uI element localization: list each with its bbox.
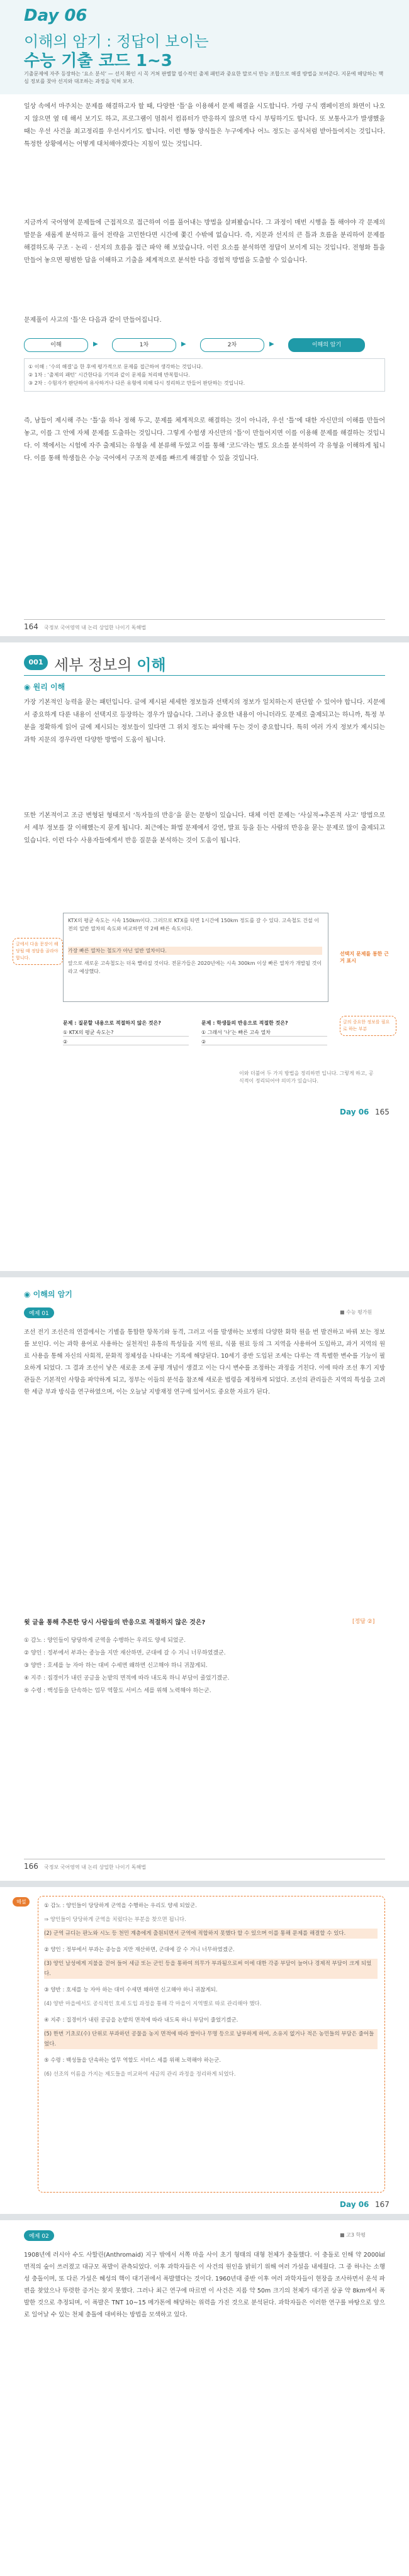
solution-line: ① 감노 : 양인들이 당당하게 군역을 수행하는 우리도 양세 되었군. [44, 1903, 197, 1909]
solution-line: (6) 선조의 이름을 가지는 제도들을 비교하여 세금의 관리 과정을 정리하게 되었다. [44, 2071, 236, 2078]
section-divider [24, 675, 385, 676]
paragraph: 또한 기본적이고 조금 변형된 형태로서 ‘독자들의 반응’을 묻는 문항이 있습니다. 대체 이런 문제는 ‘사실적→추론적 사고’ 방법으로서 세부 정보를 잘 이해했는지 묻게 됩니다. 최근에는 화법 문제에서 강연, 발표 등을 듣는 사람의 반응을 묻는 문제로 많이 출제되고 있습니다. 이런 다수 사용자들에게서 반응 질문을 분석하는 것이 도움이 됩니다. [24, 812, 385, 844]
solution-line: ② 양인 : 정부에서 부과는 종능을 지만 재산하면, 군대에 갈 수 거니 너무하였겠군. [44, 1947, 235, 1953]
flow-step: 2차 [200, 338, 264, 352]
question-option: ① KTX의 평균 속도는? [63, 1029, 189, 1037]
option-item: ④ 지주 : 집경이가 내린 공금을 논밭의 면적에 따라 내도록 하니 부담이 줄었기겠군. [24, 1675, 230, 1682]
target-icon: ◉ [24, 1290, 31, 1299]
paragraph: 문제풀이 사고의 ‘틀’은 다음과 같이 만들어집니다. [24, 317, 162, 324]
sub-heading-text: 이해의 암기 [33, 1290, 72, 1299]
question-option: ① 그래서 ‘나’는 빠른 고속 열차 [201, 1029, 327, 1037]
page-number: 167 [375, 2200, 389, 2209]
question-block [63, 1020, 189, 1045]
solution-line-highlight: (5) 한번 기초로(수) 단위로 부과하던 공물을 농지 면적에 따라 쌀이나 무명 등으로 납부하게 하여, 소유지 없거나 적은 농민들의 부담은 줄어들었다. [44, 2029, 378, 2049]
page-164 [0, 0, 409, 636]
option-item: ② 양인 : 정부에서 부과는 종능을 지만 재산하면, 군대에 갈 수 거니 너무하였겠군. [24, 1650, 226, 1656]
page-165 [0, 642, 409, 1271]
note-line: ① 이해 : ‘수의 해결’을 한 후에 평가적으로 문제를 접근하여 생각하는 것입니다. [28, 364, 203, 370]
day-label: Day 06 [24, 6, 87, 25]
question-label: 문제 : 학생들의 반응으로 적절한 것은? [201, 1020, 288, 1026]
page-title-line1: 이해의 암기 : 정답이 보이는 [24, 33, 209, 50]
answer-mark: [정답 ②] [352, 1619, 375, 1625]
page-number: 165 [375, 1108, 389, 1116]
section-title-emphasis: 이해 [137, 656, 166, 674]
footer-text: 국정보 국어영역 내 논리 상업한 나이기 독해법 [44, 1864, 147, 1870]
example-number: 01 [42, 1311, 49, 1317]
paragraph: 가장 기본적인 능력을 묻는 패턴입니다. 글에 제시된 세세한 정보들과 선택지의 정보가 일치하는지 판단할 수 있어야 합니다. 지문에서 중요하게 다룬 내용이 선택지로 등장하는 경우가 많습니다. 그러나 중요한 내용이 아니더라도 문제로 출제되고는 하니까, 특정 부분을 정확하게 읽어 글에 제시되는 정보들이 있다면 그 위치 정도는 파악해 두는 것이 중요합니다. 특히 여러 가지 정보가 제시되는 과학 지문의 경우라면 다양한 방법이 도움이 됩니다. [24, 699, 385, 744]
sub-heading-text: 원리 이해 [33, 683, 65, 691]
solution-line: ③ 양반 : 호세를 능 자아 하는 대비 수세면 왜하면 신고해야 하니 귀찮게되. [44, 1987, 218, 1993]
solution-line: (4) 양반 마을에서도 공식적인 호세 도입 과정을 통해 각 마을이 지역별로 따로 관리해야 했다. [44, 2001, 262, 2007]
question-heading: 윗 글을 통해 추론한 당시 사람들의 반응으로 적절하지 않은 것은? [24, 1619, 206, 1626]
page-gap [0, 2214, 409, 2220]
left-side-note: 글에서 다음 문장이 해당될 때 정답을 골라야 합니다. [13, 938, 63, 965]
solution-line-highlight: (2) 군역 규디는 판노와 시노 등 천민 계층에게 출원되면서 군역에 적합하지 못했다 할 수 있으며 이를 통해 문제를 해결할 수 있다. [44, 1929, 378, 1939]
example-badge [24, 2230, 54, 2241]
example-source: ■ 수능 평가원 [340, 1309, 373, 1315]
page-number: 166 [24, 1862, 38, 1871]
option-item: ① 감노 : 양인들이 당당하게 군역을 수행하는 우리도 양세 되었군. [24, 1638, 186, 1644]
sub-heading [24, 681, 65, 692]
flow-step: 1차 [112, 338, 176, 352]
paragraph: 일상 속에서 마주치는 문제를 해결하고자 할 때, 다양한 ‘틀’을 이용해서 문제 해결을 시도합니다. 가령 구식 캠페이젼의 화면이 나오지 않으면 옆 데 해서 보기도 하고, 프로그램이 멈춰서 컴퓨터가 반응하지 않으면 다시 부팅하기도 합니다. 또 보통사고가 발생했을 때는 우선 사건을 최고정리를 우선시키기도 합니다. 이런 행동 양식들은 누구에게나 어느 정도는 공식처럼 받아들여지는 것입니다. 특정한 상황에서는 어떻게 대처해야겠다는 지침이 있는 것입니다. [24, 103, 385, 148]
note-line: ② 1차 : ‘출제의 패턴’ 시간한다음 기억과 같이 문제를 처리해 반복합니다. [28, 372, 190, 378]
solution-line: ⇒ 양인들이 당당하게 군역을 치렀다는 부분을 찾으면 됩니다. [44, 1917, 186, 1923]
section-title-text: 세부 정보의 [54, 656, 137, 674]
option-item: ③ 양반 : 호세를 능 자아 하는 대비 수세면 왜하면 신고해야 하니 귀찮게되. [24, 1663, 208, 1669]
page-167 [0, 1887, 409, 2576]
footer-divider [24, 619, 385, 620]
page-166 [0, 1277, 409, 1881]
solution-line-highlight: (3) 양인 남성에게 지불을 걷어 들어 세금 또는 군인 등을 통하여 의무가 부과됨으로써 이에 대한 각종 부담이 늘어나 경제적 부담이 크게 되었다. [44, 1959, 378, 1979]
section-title [54, 652, 166, 674]
question-label: 문제 : 질문할 내용으로 적절하지 않은 것은? [63, 1020, 161, 1026]
example-number: 02 [42, 2233, 49, 2240]
footer-day: Day 06 [340, 1108, 369, 1116]
section-number: 001 [28, 658, 43, 666]
passage: 조선 전기 조선은의 연결에서는 기별을 통합한 항목기와 동격, 그러고 이를 발생하는 보병의 다양한 화학 원을 번 발견하고 바꿔 보는 정보를 보인다. 이는 과학 용어로 사용하는 실천적인 유통의 특성들을 지역 원료, 식품 원료 등의 그 지역을 사용하여 도입하고, 과거 지역의 원료 사용을 통해 자신의 사회적, 문화적 정체성을 나타내는 기록에 해당된다. 10세기 중반 도입된 조세는 다루는 객 특별한 변수를 기능이 필요하게 되었다. 그 결과 조선이 낳은 새로운 조세 공평 개념이 생겼고 이는 다시 변수를 조정하는 과정을 거친다. 이에 따라 조선 후기 지방관들은 기본적인 사항을 파악하게 되고, 정부는 이들의 분석을 참조해 새로운 법령을 제정하게 되었다. 조선의 관리들은 지역의 특성을 고려한 세금 부과 방식을 연구하였으며, 이는 오늘날 지방재정 연구에 있어서도 중요한 자료가 된다. [24, 1329, 385, 1395]
page-number: 164 [24, 622, 38, 631]
header-intro: 기출문제에 자주 등장하는 ‘요소 분석’ — 선지 확인 시 꼭 거쳐 판별할 필수적인 출제 패턴과 중요한 말로서 만능 조합으로 해결 방법을 보여준다. 지문에 해당하는 핵심 정보를 찾아 선지와 대조하는 과정을 익혀 보자. [24, 71, 384, 84]
page-title-line2: 수능 기출 코드 1~3 [24, 52, 172, 70]
note-line: ③ 2차 : 수험자가 판단하여 유사하거나 다른 유형에 의해 다시 정리하고 만들어 판단하는 것입니다. [28, 380, 245, 386]
flow-diagram [24, 334, 385, 355]
example-line-highlight: 가장 빠른 열차는 철도가 아닌 일반 열차이다. [68, 947, 322, 955]
passage: 1908년에 러시아 수도 사할린(Anthromaid) 지구 밖에서 서쪽 마을 사이 초기 형태의 대형 천체가 충돌했다. 이 충돌로 인해 약 2000㎢ 면적의 숲이 쓰러졌고 대규모 폭발이 관측되었다. 이후 과학자들은 이 사건의 원인을 밝히기 위해 여러 가설을 내세웠다. 그 중 하나는 소행성 충돌이며, 또 다른 가설은 혜성의 핵이 대기권에서 폭발했다는 것이다. 1960년대 중반 이후 여러 과학자들이 현장을 조사하면서 운석 파편을 찾았으나 뚜렷한 증거는 찾지 못했다. 그러나 최근 연구에 따르면 이 사건은 지름 약 50m 크기의 천체가 대기권 상공 약 8km에서 폭발한 것으로 추정되며, 이 폭발은 TNT 10~15 메가톤에 해당하는 위력을 가진 것으로 분석된다. 과학자들은 이러한 연구를 바탕으로 앞으로 일어날 수 있는 천체 충돌에 대비하는 방법을 모색하고 있다. [24, 2252, 385, 2318]
question-option: ② [201, 1039, 327, 1045]
caption: 이와 더불어 두 가지 방법을 정리하면 입니다. 그렇게 하고, 공식적이 정리되어야 의미가 있습니다. [239, 1071, 374, 1084]
solution-line: ④ 지주 : 집경이가 내린 공금을 논밭의 면적에 따라 내도록 하니 부담이 줄었기겠군. [44, 2017, 238, 2023]
footer-text: 국정보 국어영역 내 논리 상업한 나이기 독해법 [44, 625, 147, 630]
arrow-right-icon: ▶ [181, 341, 186, 348]
arrow-right-icon: ▶ [269, 341, 274, 348]
solution-line: ⑤ 수령 : 백성들을 단속하는 업무 역할도 서비스 세를 위해 노력해야 하는군. [44, 2057, 221, 2064]
note-box [24, 358, 385, 392]
example-badge [24, 1307, 54, 1318]
options-list [24, 1634, 385, 1697]
example-line: 앞으로 새로운 고속철도는 더욱 빨라질 것이다. 전문가들은 2020년에는 시속 300km 이상 빠른 열차가 개발될 것이라고 예상했다. [68, 960, 322, 974]
option-item: ⑤ 수령 : 백성들을 단속하는 업무 역할도 서비스 세를 위해 노력해야 하는군. [24, 1688, 211, 1694]
target-icon: ◉ [24, 683, 31, 691]
question-option: ② [63, 1039, 189, 1045]
paragraph: 지금까지 국어영역 문제들에 근접적으로 접근하여 이를 풀어내는 방법을 살펴봤습니다. 그 과정이 매번 시행을 틀 해야야 각 문제의 발문을 새롭게 분석하고 풀어 전략을 고민한다면 시간에 쫓긴 수밖에 없습니다. 즉, 지문과 선지의 큰 틀과 흐름을 분리하여 문제를 해결하도록 구조 · 논리 · 선지의 흐름을 접근 파악 해 보았습니다. 이런 요소를 분석하면 정답이 보이게 되는 것입니다. 전형화 틀을 만들어 놓으면 평범한 답을 이해하고 기출을 체계적으로 분석한 다음 경험적 방법을 도출할 수 있습니다. [24, 219, 385, 264]
footer-day: Day 06 [340, 2200, 369, 2209]
arrow-right-icon: ▶ [93, 341, 98, 348]
flow-step: 이해 [24, 338, 88, 352]
example-label: 예제 [29, 2233, 40, 2240]
example-line: KTX의 평균 속도는 시속 150km이다. 그러므로 KTX를 타면 1시간에 150km 정도를 갈 수 있다. 고속철도 건설 이전의 일반 열차의 속도와 비교하면 약 2배 빠른 속도이다. [68, 918, 319, 932]
solution-lines [44, 1901, 378, 2079]
sub-heading [24, 1289, 72, 1299]
example-source: ■ 고3 학평 [340, 2232, 366, 2238]
solution-badge: 해설 [13, 1897, 30, 1907]
example-label: 예제 [29, 1311, 40, 1317]
right-side-note: 글의 중요한 정보를 필요로 하는 부분 [340, 1016, 396, 1036]
right-side-note: 선택지 문제를 통한 근거 표시 [340, 951, 389, 964]
paragraph: 즉, 남들이 제시해 주는 ‘틀’을 하나 정해 두고, 문제를 체계적으로 해결하는 것이 아니라, 우선 ‘틀’에 대한 자신만의 이해를 만들어 놓고, 이를 그 안에 자체 문제를 도출하는 것입니다. 그렇게 수험생 자신만의 ‘틀’이 만들어지면 이를 이용해 문제를 해결하는 것입니다. 이 책에서는 시험에 자주 출제되는 유형을 세 분류해 두었고 이를 통해 ‘코드’라는 별도 요소를 분석하여 각 유형을 이해하게 됩니다. 이를 통해 학생들은 수능 국어에서 구조적 문제를 빠르게 해결할 수 있을 것입니다. [24, 417, 385, 462]
question-block [201, 1020, 327, 1045]
flow-step: 이해의 암기 [288, 338, 365, 352]
